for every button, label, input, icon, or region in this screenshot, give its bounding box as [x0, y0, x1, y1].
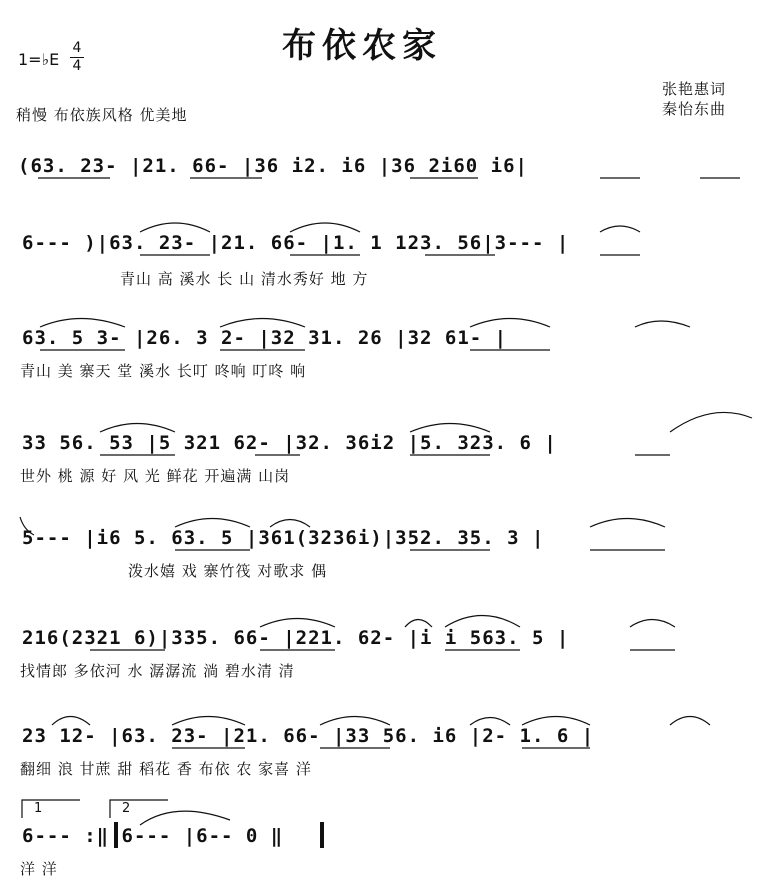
slur [260, 619, 335, 628]
slur [470, 319, 550, 328]
time-signature-bottom: 4 [70, 57, 84, 75]
slur [445, 616, 520, 628]
lyric-row-7: 翻细 浪 甘蔗 甜 稻花 香 布依 农 家喜 洋 [20, 760, 312, 778]
slur [522, 717, 590, 726]
lyric-row-8: 洋 洋 [20, 860, 58, 878]
time-signature-top: 4 [72, 40, 82, 56]
slur [635, 321, 690, 327]
lyric-row-6: 找情郎 多依河 水 潺潺流 淌 碧水清 清 [20, 662, 295, 680]
lyric-row-5: 泼水嬉 戏 寨竹筏 对歌求 偶 [128, 562, 328, 580]
first-ending-bracket [22, 800, 80, 818]
composer-credit: 秦怡东曲 [662, 100, 727, 118]
slur [175, 519, 250, 528]
slur [290, 223, 360, 232]
notation-row-6: 216(2321 6)|335. 66- |221. 62- |i i 563. 5 | [22, 627, 570, 649]
first-ending-number: 1 [34, 801, 43, 816]
key-signature: 1=♭E [18, 50, 60, 69]
slur [52, 717, 90, 726]
slur [40, 319, 125, 328]
notation-row-3: 63. 5 3- |26. 3 2- |32 31. 26 |32 61- | [22, 327, 508, 349]
slur [590, 519, 665, 528]
lyric-row-3: 青山 美 寨天 堂 溪水 长叮 咚响 叮咚 响 [20, 362, 307, 380]
notation-row-1: (63. 23- |21. 66- |36 i2. i6 |36 2i60 i6| [18, 155, 528, 177]
slur [410, 424, 490, 433]
slur [220, 319, 305, 328]
slur [670, 717, 710, 726]
notation-row-7: 23 12- |63. 23- |21. 66- |33 56. i6 |2- 1. 6 | [22, 725, 595, 747]
lyricist-credit: 张艳惠词 [662, 80, 727, 98]
slur [140, 811, 230, 825]
notation-row-2: 6--- )|63. 23- |21. 66- |1. 1 123. 56|3--- | [22, 232, 570, 254]
slur [20, 517, 34, 535]
notation-row-8: 6--- :‖ 6--- |6-- 0 ‖ [22, 825, 284, 847]
slur [100, 424, 175, 433]
lyric-row-4: 世外 桃 源 好 风 光 鲜花 开遍满 山岗 [20, 467, 291, 485]
song-title: 布依农家 [282, 26, 442, 66]
notation-row-4: 33 56. 53 |5 321 62- |32. 36i2 |5. 323. 6 | [22, 432, 557, 454]
slur [172, 717, 245, 726]
slur [470, 718, 510, 726]
slur [405, 620, 432, 628]
slur [670, 412, 752, 432]
slur [600, 226, 640, 232]
tempo-marking: 稍慢 布依族风格 优美地 [16, 106, 188, 124]
lyric-row-2: 青山 高 溪水 长 山 清水秀好 地 方 [120, 270, 369, 288]
slur [270, 520, 310, 528]
slur [140, 223, 210, 232]
second-ending-number: 2 [122, 801, 131, 816]
notation-row-5: 5--- |i6 5. 63. 5 |361(3236i)|352. 35. 3 | [22, 527, 545, 549]
slur [630, 620, 675, 628]
slur [320, 717, 390, 726]
